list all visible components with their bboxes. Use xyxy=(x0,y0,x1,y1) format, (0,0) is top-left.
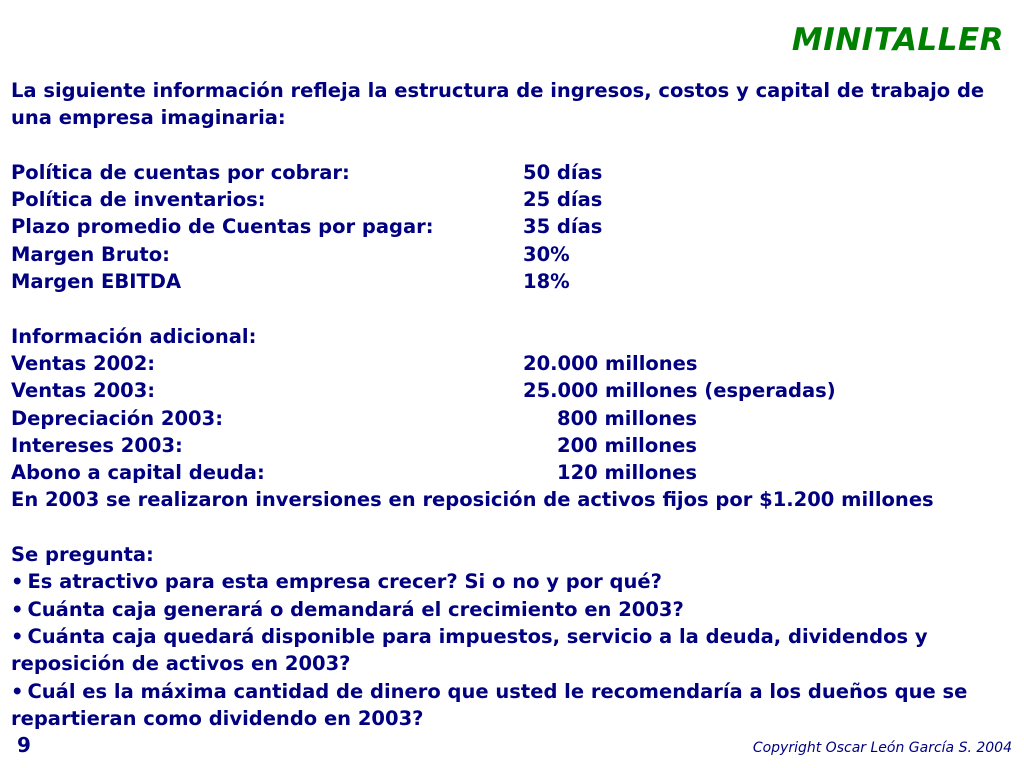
policy-row xyxy=(11,186,1001,213)
additional-label: Intereses 2003: xyxy=(11,433,183,457)
spacer xyxy=(11,132,1001,159)
page-number: 9 xyxy=(17,733,31,757)
policy-value: 35 días xyxy=(523,215,603,239)
policy-value: 25 días xyxy=(523,188,603,212)
policy-label: Política de inventarios: xyxy=(11,188,266,212)
additional-value: 800 millones xyxy=(557,406,697,430)
question-item xyxy=(11,678,1001,733)
policy-row xyxy=(11,268,1001,295)
question-text: Cuál es la máxima cantidad de dinero que usted le recomendaría a los dueños que se repartieran como dividendo en 2003? xyxy=(11,679,968,730)
spacer xyxy=(11,514,1001,541)
investment-note: En 2003 se realizaron inversiones en reposición de activos fijos por $1.200 millones xyxy=(11,488,934,512)
additional-row xyxy=(11,459,1001,486)
question-text: Cuánta caja generará o demandará el crecimiento en 2003? xyxy=(27,597,684,621)
bullet-icon: • xyxy=(11,624,24,648)
additional-value: 200 millones xyxy=(557,433,697,457)
additional-label: Ventas 2003: xyxy=(11,379,156,403)
policy-value: 18% xyxy=(523,270,570,294)
additional-row xyxy=(11,432,1001,459)
bullet-icon: • xyxy=(11,597,24,621)
additional-row xyxy=(11,377,1001,404)
policy-value: 30% xyxy=(523,242,570,266)
additional-value: 25.000 millones (esperadas) xyxy=(523,379,836,403)
policy-label: Política de cuentas por cobrar: xyxy=(11,160,350,184)
question-item xyxy=(11,568,1001,595)
policy-label: Plazo promedio de Cuentas por pagar: xyxy=(11,215,434,239)
policy-row xyxy=(11,159,1001,186)
bullet-icon: • xyxy=(11,679,24,703)
spacer xyxy=(11,295,1001,322)
additional-value: 20.000 millones xyxy=(523,351,698,375)
policy-value: 50 días xyxy=(523,160,603,184)
slide-body xyxy=(11,77,1001,732)
copyright-notice: Copyright Oscar León García S. 2004 xyxy=(752,740,1012,756)
policy-row xyxy=(11,241,1001,268)
additional-row xyxy=(11,350,1001,377)
additional-heading: Información adicional: xyxy=(11,324,257,348)
additional-label: Depreciación 2003: xyxy=(11,406,223,430)
question-item xyxy=(11,623,1001,678)
additional-value: 120 millones xyxy=(557,461,697,485)
additional-label: Abono a capital deuda: xyxy=(11,461,265,485)
intro-text: La siguiente información refleja la estructura de ingresos, costos y capital de trabajo de una empresa imaginaria: xyxy=(11,79,985,130)
question-text: Es atractivo para esta empresa crecer? Si o no y por qué? xyxy=(27,570,662,594)
policy-label: Margen Bruto: xyxy=(11,242,170,266)
question-text: Cuánta caja quedará disponible para impuestos, servicio a la deuda, dividendos y reposición de activos en 2003? xyxy=(11,624,928,676)
additional-row xyxy=(11,405,1001,432)
question-item xyxy=(11,596,1001,623)
policy-row xyxy=(11,213,1001,240)
bullet-icon: • xyxy=(11,570,24,594)
slide-title: MINITALLER xyxy=(791,22,1004,58)
questions-heading: Se pregunta: xyxy=(11,543,154,567)
additional-label: Ventas 2002: xyxy=(11,351,156,375)
policy-label: Margen EBITDA xyxy=(11,270,182,294)
